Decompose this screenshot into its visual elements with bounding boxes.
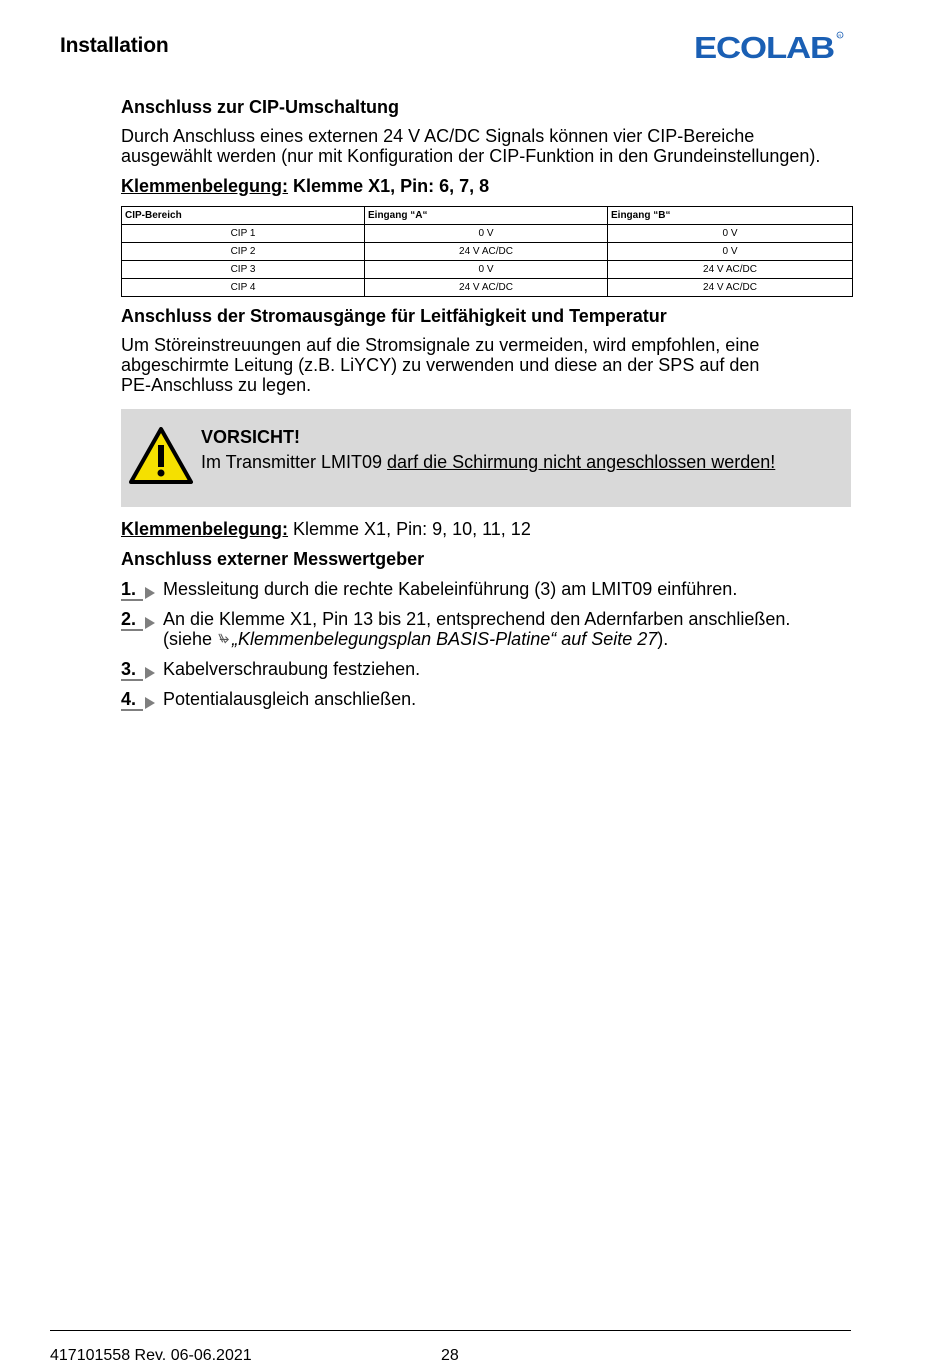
step-text: Kabelverschraubung festziehen. xyxy=(163,659,421,679)
table-header: Eingang “A“ xyxy=(365,207,608,225)
table-cell: 24 V AC/DC xyxy=(365,279,608,297)
section-heading-messwertgeber: Anschluss externer Messwertgeber xyxy=(121,549,425,569)
cip-description xyxy=(121,126,851,166)
klemmenbelegung-cip xyxy=(121,175,851,197)
ecolab-logo xyxy=(694,30,844,62)
table-cell: CIP 3 xyxy=(122,261,365,279)
reference-link[interactable]: „Klemmenbelegungsplan BASIS-Platine“ auf Seite 27 xyxy=(232,629,658,649)
step-number: 4. xyxy=(121,689,137,709)
section-heading-stromausgaenge: Anschluss der Stromausgänge für Leitfähigkeit und Temperatur xyxy=(121,306,667,326)
step-number: 3. xyxy=(121,659,137,679)
table-cell: CIP 1 xyxy=(122,225,365,243)
list-item xyxy=(121,689,851,709)
cip-description-line2: ausgewählt werden (nur mit Konfiguration der CIP-Funktion in den Grundeinstellungen). xyxy=(121,146,821,166)
table-header: Eingang “B“ xyxy=(608,207,853,225)
footer-page-number: 28 xyxy=(441,1347,459,1362)
klemmen-label: Klemmenbelegung: xyxy=(121,176,289,196)
step-number: 2. xyxy=(121,609,137,629)
main-content xyxy=(121,96,851,709)
svg-text:R: R xyxy=(838,32,842,38)
table-row xyxy=(122,225,853,243)
table-header: CIP-Bereich xyxy=(122,207,365,225)
cip-description-line1: Durch Anschluss eines externen 24 V AC/DC Signals können vier CIP-Bereiche xyxy=(121,126,755,146)
klemmen-value: Klemme X1, Pin: 6, 7, 8 xyxy=(293,176,490,196)
section-heading-cip: Anschluss zur CIP-Umschaltung xyxy=(121,97,400,117)
klemmenbelegung-strom xyxy=(121,519,851,539)
stromausgaenge-description xyxy=(121,335,851,395)
table-row xyxy=(122,261,853,279)
warning-triangle-icon xyxy=(129,427,193,485)
step-text: Messleitung durch die rechte Kabeleinführung (3) am LMIT09 einführen. xyxy=(163,579,738,599)
step-arrow-icon xyxy=(145,697,155,709)
stromausgaenge-line3: PE-Anschluss zu legen. xyxy=(121,375,312,395)
table-cell: 24 V AC/DC xyxy=(608,279,853,297)
cip-table xyxy=(121,206,853,297)
table-cell: 0 V xyxy=(608,225,853,243)
step-text: An die Klemme X1, Pin 13 bis 21, entsprechend den Adernfarben anschließen. xyxy=(163,609,791,629)
table-cell: 0 V xyxy=(608,243,853,261)
warning-box xyxy=(121,409,851,507)
logo-text: ECOLAB xyxy=(694,30,834,62)
footer-divider xyxy=(50,1330,851,1331)
table-cell: CIP 4 xyxy=(122,279,365,297)
list-item xyxy=(121,659,851,679)
step-text: Potentialausgleich anschließen. xyxy=(163,689,417,709)
stromausgaenge-line1: Um Störeinstreuungen auf die Stromsignale zu vermeiden, wird empfohlen, eine xyxy=(121,335,760,355)
klemmen-value: Klemme X1, Pin: 9, 10, 11, 12 xyxy=(288,519,531,539)
step-arrow-icon xyxy=(145,617,155,629)
step-number: 1. xyxy=(121,579,137,599)
step-reference: (siehe „Klemmenbelegungsplan BASIS-Platine“ auf Seite 27). xyxy=(163,629,669,649)
warning-title: VORSICHT! xyxy=(201,427,300,447)
list-item xyxy=(121,609,851,649)
table-row xyxy=(122,243,853,261)
list-item xyxy=(121,579,851,599)
step-arrow-icon xyxy=(145,587,155,599)
step-arrow-icon xyxy=(145,667,155,679)
footer-doc-number: 417101558 Rev. 06-06.2021 xyxy=(50,1347,252,1362)
warning-text-plain: Im Transmitter LMIT09 xyxy=(201,452,388,472)
warning-text-underlined: darf die Schirmung nicht angeschlossen werden! xyxy=(387,452,776,472)
warning-text xyxy=(201,452,775,473)
table-cell: 24 V AC/DC xyxy=(608,261,853,279)
page-title: Installation xyxy=(60,34,169,57)
reference-link-icon xyxy=(217,631,232,646)
stromausgaenge-line2: abgeschirmte Leitung (z.B. LiYCY) zu verwenden und diese an der SPS auf den xyxy=(121,355,760,375)
klemmen-label: Klemmenbelegung: xyxy=(121,519,289,539)
table-cell: 24 V AC/DC xyxy=(365,243,608,261)
table-row xyxy=(122,279,853,297)
table-cell: 0 V xyxy=(365,261,608,279)
table-cell: 0 V xyxy=(365,225,608,243)
table-cell: CIP 2 xyxy=(122,243,365,261)
table-header-row xyxy=(122,207,853,225)
